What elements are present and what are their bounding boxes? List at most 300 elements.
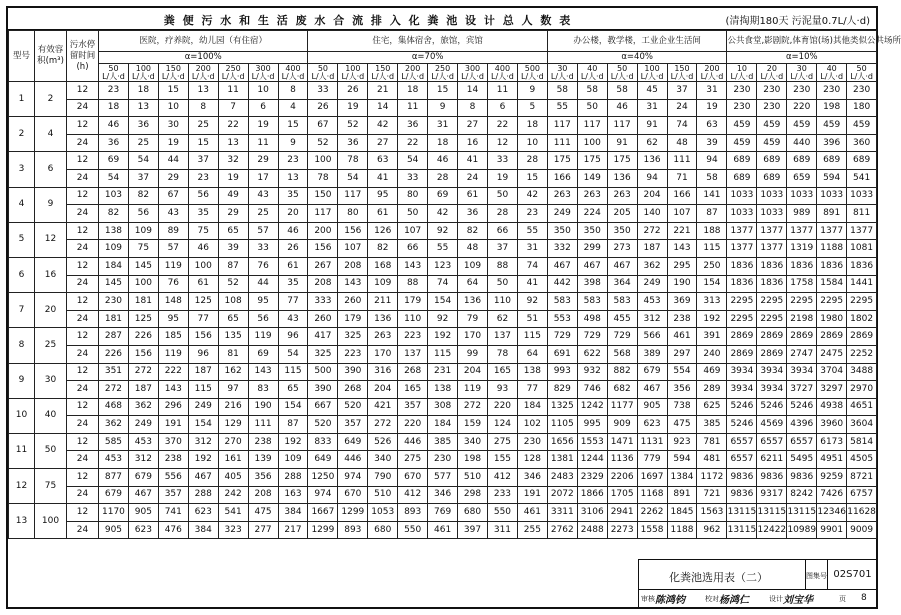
population-cell: 28 — [428, 169, 458, 187]
population-cell: 3488 — [847, 363, 877, 381]
population-cell: 459 — [787, 117, 817, 135]
population-cell: 233 — [487, 486, 517, 504]
table-row — [9, 240, 877, 258]
population-cell: 467 — [637, 381, 667, 399]
population-cell: 10989 — [787, 521, 817, 539]
population-cell: 77 — [188, 310, 218, 328]
population-cell: 893 — [398, 504, 428, 522]
population-cell: 184 — [517, 398, 547, 416]
population-cell: 192 — [697, 310, 727, 328]
flow-header — [398, 64, 428, 82]
flow-unit: L/人·d — [251, 71, 275, 81]
population-cell: 2198 — [787, 310, 817, 328]
population-cell: 221 — [667, 222, 697, 240]
population-cell: 31 — [517, 240, 547, 258]
population-cell: 11 — [248, 134, 278, 152]
population-cell: 91 — [607, 134, 637, 152]
population-cell: 187 — [188, 363, 218, 381]
population-cell: 1667 — [308, 504, 338, 522]
population-cell: 769 — [428, 504, 458, 522]
population-cell: 323 — [218, 521, 248, 539]
flow-header — [278, 64, 308, 82]
retention-hours: 12 — [67, 293, 99, 311]
population-cell: 3934 — [727, 363, 757, 381]
population-cell: 108 — [218, 293, 248, 311]
population-cell: 932 — [577, 363, 607, 381]
population-cell: 119 — [248, 328, 278, 346]
flow-value: 50 — [856, 63, 867, 73]
population-cell: 18 — [517, 117, 547, 135]
population-cell: 2295 — [817, 293, 847, 311]
population-cell: 32 — [218, 152, 248, 170]
population-cell: 1188 — [667, 521, 697, 539]
flow-unit: L/人·d — [670, 71, 694, 81]
population-cell: 311 — [487, 521, 517, 539]
population-cell: 137 — [487, 328, 517, 346]
population-cell: 316 — [368, 363, 398, 381]
population-cell: 461 — [517, 504, 547, 522]
population-cell: 526 — [368, 433, 398, 451]
population-cell: 156 — [128, 345, 158, 363]
retention-hours: 12 — [67, 433, 99, 451]
population-cell: 829 — [547, 381, 577, 399]
population-cell: 51 — [517, 310, 547, 328]
population-cell: 6557 — [757, 433, 787, 451]
model-type: 3 — [9, 152, 35, 187]
flow-header — [428, 64, 458, 82]
population-cell: 217 — [278, 521, 308, 539]
population-cell: 135 — [218, 328, 248, 346]
population-cell: 9317 — [757, 486, 787, 504]
population-cell: 97 — [218, 381, 248, 399]
population-cell: 1377 — [757, 240, 787, 258]
population-cell: 312 — [637, 310, 667, 328]
population-cell: 2869 — [757, 328, 787, 346]
population-cell: 100 — [188, 257, 218, 275]
population-cell: 87 — [697, 205, 727, 223]
flow-header — [637, 64, 667, 82]
population-cell: 123 — [428, 257, 458, 275]
population-cell: 109 — [278, 451, 308, 469]
model-volume: 2 — [35, 82, 67, 117]
population-cell: 405 — [218, 469, 248, 487]
population-cell: 263 — [547, 187, 577, 205]
population-cell: 1299 — [308, 521, 338, 539]
model-volume: 30 — [35, 363, 67, 398]
population-cell: 31 — [637, 99, 667, 117]
table-row — [9, 416, 877, 434]
population-cell: 204 — [458, 363, 488, 381]
population-cell: 272 — [637, 222, 667, 240]
flow-header — [248, 64, 278, 82]
population-cell: 13115 — [787, 504, 817, 522]
population-cell: 28 — [487, 205, 517, 223]
population-cell: 412 — [487, 469, 517, 487]
title-block — [638, 559, 876, 607]
population-cell: 9259 — [817, 469, 847, 487]
population-cell: 111 — [547, 134, 577, 152]
population-cell: 4396 — [787, 416, 817, 434]
flow-header — [727, 64, 757, 82]
population-cell: 96 — [278, 328, 308, 346]
population-cell: 467 — [577, 257, 607, 275]
population-cell: 180 — [847, 99, 877, 117]
population-cell: 2483 — [547, 469, 577, 487]
population-cell: 974 — [308, 486, 338, 504]
population-cell: 2072 — [547, 486, 577, 504]
population-cell: 149 — [577, 169, 607, 187]
population-cell: 357 — [158, 486, 188, 504]
population-cell: 9009 — [847, 521, 877, 539]
population-cell: 13 — [278, 169, 308, 187]
population-cell: 9901 — [817, 521, 847, 539]
population-cell: 37 — [667, 82, 697, 100]
population-cell: 48 — [667, 134, 697, 152]
population-cell: 55 — [428, 240, 458, 258]
population-cell: 6173 — [817, 433, 847, 451]
population-cell: 4505 — [847, 451, 877, 469]
model-volume: 100 — [35, 504, 67, 539]
population-cell: 191 — [517, 486, 547, 504]
population-cell: 541 — [218, 504, 248, 522]
group-alpha: α=40% — [547, 52, 727, 64]
population-cell: 198 — [817, 99, 847, 117]
population-cell: 54 — [398, 152, 428, 170]
table-row — [9, 328, 877, 346]
flow-unit: L/人·d — [520, 71, 544, 81]
population-cell: 136 — [368, 310, 398, 328]
population-cell: 16 — [458, 134, 488, 152]
atlas-label: 图集号 — [805, 560, 827, 590]
population-cell: 15 — [278, 117, 308, 135]
population-cell: 50 — [487, 275, 517, 293]
table-row — [9, 169, 877, 187]
population-cell: 27 — [368, 134, 398, 152]
reviewer-signature: 陈鸿钧 — [655, 595, 685, 606]
population-cell: 8721 — [847, 469, 877, 487]
population-cell: 520 — [338, 398, 368, 416]
retention-hours: 12 — [67, 222, 99, 240]
population-cell: 107 — [338, 240, 368, 258]
population-cell: 729 — [547, 328, 577, 346]
population-cell: 8242 — [787, 486, 817, 504]
population-cell: 136 — [458, 293, 488, 311]
population-cell: 125 — [188, 293, 218, 311]
flow-value: 40 — [587, 63, 598, 73]
population-cell: 137 — [398, 345, 428, 363]
population-cell: 1836 — [847, 257, 877, 275]
population-cell: 50 — [487, 187, 517, 205]
population-cell: 6211 — [757, 451, 787, 469]
population-cell: 550 — [487, 504, 517, 522]
population-cell: 440 — [787, 134, 817, 152]
population-cell: 459 — [757, 117, 787, 135]
population-cell: 453 — [99, 451, 129, 469]
flow-unit: L/人·d — [730, 71, 754, 81]
population-cell: 42 — [517, 187, 547, 205]
population-cell: 92 — [428, 222, 458, 240]
population-cell: 2295 — [847, 293, 877, 311]
population-cell: 222 — [158, 363, 188, 381]
population-cell: 1980 — [817, 310, 847, 328]
population-cell: 397 — [458, 521, 488, 539]
population-cell: 198 — [458, 451, 488, 469]
flow-value: 10 — [736, 63, 747, 73]
flow-header — [757, 64, 787, 82]
population-cell: 205 — [607, 205, 637, 223]
population-cell: 92 — [428, 310, 458, 328]
population-cell: 78 — [487, 345, 517, 363]
population-cell: 384 — [188, 521, 218, 539]
population-cell: 65 — [218, 222, 248, 240]
population-cell: 2295 — [757, 293, 787, 311]
population-cell: 461 — [667, 328, 697, 346]
table-row — [9, 363, 877, 381]
population-cell: 44 — [248, 275, 278, 293]
flow-header — [158, 64, 188, 82]
group-header: 办公楼，教学楼，工业企业生活间 — [547, 31, 727, 52]
population-cell: 148 — [158, 293, 188, 311]
design-label: 设计 — [769, 595, 783, 603]
population-cell: 583 — [577, 293, 607, 311]
population-cell: 468 — [99, 398, 129, 416]
population-cell: 95 — [158, 310, 188, 328]
header-type: 型号 — [9, 31, 35, 82]
population-cell: 11628 — [847, 504, 877, 522]
population-cell: 459 — [847, 117, 877, 135]
population-cell: 10 — [517, 134, 547, 152]
population-cell: 263 — [577, 187, 607, 205]
population-cell: 391 — [697, 328, 727, 346]
population-cell: 75 — [188, 222, 218, 240]
population-cell: 1553 — [577, 433, 607, 451]
group-alpha: α=10% — [727, 52, 877, 64]
population-cell: 325 — [308, 345, 338, 363]
population-cell: 79 — [458, 310, 488, 328]
population-cell: 46 — [278, 222, 308, 240]
population-cell: 2970 — [847, 381, 877, 399]
population-cell: 226 — [99, 345, 129, 363]
population-cell: 7 — [218, 99, 248, 117]
population-cell: 390 — [338, 363, 368, 381]
population-cell: 476 — [158, 521, 188, 539]
population-cell: 298 — [458, 486, 488, 504]
population-cell: 107 — [667, 205, 697, 223]
population-cell: 459 — [757, 134, 787, 152]
retention-hours: 12 — [67, 82, 99, 100]
population-cell: 421 — [368, 398, 398, 416]
population-cell: 594 — [817, 169, 847, 187]
population-cell: 230 — [787, 82, 817, 100]
population-cell: 340 — [458, 433, 488, 451]
retention-hours: 24 — [67, 169, 99, 187]
population-cell: 30 — [158, 117, 188, 135]
population-cell: 2475 — [817, 345, 847, 363]
table-row — [9, 134, 877, 152]
model-volume: 25 — [35, 328, 67, 363]
population-cell: 469 — [697, 363, 727, 381]
population-cell: 5495 — [787, 451, 817, 469]
population-cell: 161 — [218, 451, 248, 469]
population-cell: 92 — [517, 293, 547, 311]
population-cell: 288 — [278, 469, 308, 487]
table-row — [9, 117, 877, 135]
page-label: 页 — [839, 595, 846, 603]
flow-unit: L/人·d — [431, 71, 454, 81]
population-cell: 230 — [428, 451, 458, 469]
retention-hours: 24 — [67, 521, 99, 539]
model-type: 10 — [9, 398, 35, 433]
population-cell: 566 — [637, 328, 667, 346]
population-cell: 179 — [398, 293, 428, 311]
population-cell: 128 — [517, 451, 547, 469]
population-cell: 362 — [128, 398, 158, 416]
population-cell: 15 — [188, 134, 218, 152]
population-cell: 39 — [697, 134, 727, 152]
population-cell: 27 — [458, 117, 488, 135]
population-cell: 154 — [188, 416, 218, 434]
population-cell: 230 — [757, 82, 787, 100]
population-cell: 333 — [308, 293, 338, 311]
population-cell: 100 — [308, 152, 338, 170]
flow-value: 300 — [464, 63, 481, 73]
population-cell: 260 — [338, 293, 368, 311]
population-cell: 833 — [308, 433, 338, 451]
population-cell: 679 — [99, 486, 129, 504]
population-cell: 39 — [218, 240, 248, 258]
population-cell: 138 — [517, 363, 547, 381]
model-volume: 6 — [35, 152, 67, 187]
population-cell: 82 — [99, 205, 129, 223]
population-cell: 790 — [368, 469, 398, 487]
retention-hours: 24 — [67, 451, 99, 469]
retention-hours: 12 — [67, 398, 99, 416]
flow-header — [607, 64, 637, 82]
model-volume: 9 — [35, 187, 67, 222]
population-cell: 22 — [487, 117, 517, 135]
population-cell: 74 — [517, 257, 547, 275]
population-cell: 6557 — [787, 433, 817, 451]
population-cell: 223 — [398, 328, 428, 346]
model-volume: 40 — [35, 398, 67, 433]
population-cell: 1131 — [637, 433, 667, 451]
population-cell: 211 — [368, 293, 398, 311]
population-cell: 2941 — [607, 504, 637, 522]
population-cell: 2747 — [787, 345, 817, 363]
population-cell: 1177 — [607, 398, 637, 416]
population-cell: 190 — [248, 398, 278, 416]
population-cell: 1325 — [547, 398, 577, 416]
population-cell: 77 — [517, 381, 547, 399]
population-cell: 680 — [368, 521, 398, 539]
population-cell: 295 — [667, 257, 697, 275]
population-cell: 356 — [667, 381, 697, 399]
population-cell: 9836 — [757, 469, 787, 487]
population-cell: 974 — [338, 469, 368, 487]
population-cell: 88 — [398, 275, 428, 293]
population-cell: 204 — [637, 187, 667, 205]
population-cell: 43 — [158, 205, 188, 223]
population-cell: 119 — [158, 257, 188, 275]
population-cell: 2295 — [787, 293, 817, 311]
population-cell: 3297 — [817, 381, 847, 399]
population-cell: 230 — [727, 82, 757, 100]
population-cell: 510 — [458, 469, 488, 487]
population-cell: 385 — [697, 416, 727, 434]
population-cell: 417 — [308, 328, 338, 346]
population-cell: 33 — [248, 240, 278, 258]
population-cell: 1242 — [577, 398, 607, 416]
population-cell: 140 — [637, 205, 667, 223]
table-row — [9, 504, 877, 522]
population-cell: 54 — [128, 152, 158, 170]
population-cell: 54 — [99, 169, 129, 187]
population-cell: 65 — [278, 381, 308, 399]
population-cell: 670 — [398, 469, 428, 487]
population-cell: 76 — [158, 275, 188, 293]
population-cell: 357 — [398, 398, 428, 416]
population-cell: 249 — [637, 275, 667, 293]
flow-unit: L/人·d — [161, 71, 185, 81]
population-cell: 255 — [517, 521, 547, 539]
retention-hours: 24 — [67, 205, 99, 223]
population-cell: 185 — [158, 328, 188, 346]
population-cell: 69 — [428, 187, 458, 205]
flow-header — [787, 64, 817, 82]
flow-header — [99, 64, 129, 82]
population-cell: 37 — [487, 240, 517, 258]
population-cell: 993 — [547, 363, 577, 381]
population-cell: 2295 — [727, 293, 757, 311]
population-cell: 154 — [697, 275, 727, 293]
population-cell: 226 — [128, 328, 158, 346]
population-cell: 41 — [368, 169, 398, 187]
population-cell: 238 — [667, 310, 697, 328]
population-cell: 208 — [338, 257, 368, 275]
population-cell: 143 — [248, 363, 278, 381]
flow-header — [128, 64, 158, 82]
population-cell: 1033 — [727, 205, 757, 223]
flow-value: 200 — [405, 63, 421, 73]
flow-unit: L/人·d — [191, 71, 215, 81]
population-cell: 1563 — [697, 504, 727, 522]
population-cell: 649 — [308, 451, 338, 469]
population-cell: 52 — [308, 134, 338, 152]
population-cell: 41 — [458, 152, 488, 170]
population-cell: 184 — [428, 416, 458, 434]
population-cell: 689 — [727, 169, 757, 187]
population-cell: 35 — [278, 275, 308, 293]
flow-unit: L/人·d — [371, 71, 395, 81]
population-cell: 877 — [99, 469, 129, 487]
population-cell: 145 — [128, 257, 158, 275]
review-label: 审核 — [641, 595, 655, 603]
population-cell: 179 — [338, 310, 368, 328]
population-cell: 738 — [667, 398, 697, 416]
population-cell: 1081 — [847, 240, 877, 258]
population-cell: 129 — [218, 416, 248, 434]
table-row — [9, 469, 877, 487]
population-cell: 3934 — [787, 363, 817, 381]
population-cell: 57 — [248, 222, 278, 240]
population-cell: 115 — [517, 328, 547, 346]
population-cell: 87 — [218, 257, 248, 275]
model-type: 11 — [9, 433, 35, 468]
population-cell: 10 — [158, 99, 188, 117]
population-cell: 87 — [278, 416, 308, 434]
population-cell: 729 — [577, 328, 607, 346]
population-cell: 220 — [487, 398, 517, 416]
